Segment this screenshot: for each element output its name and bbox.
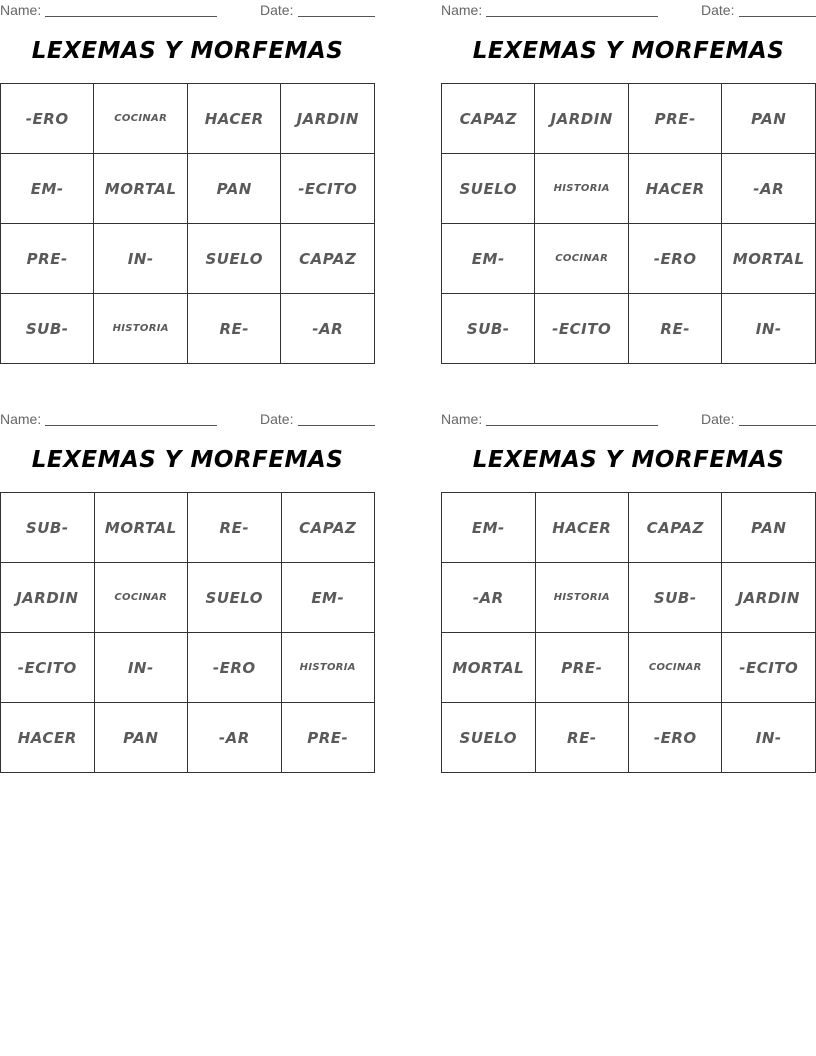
grid-cell: COCINAR <box>94 563 188 633</box>
bingo-card-3 <box>0 409 375 774</box>
grid-cell: SUELO <box>188 563 281 633</box>
grid-cell: PAN <box>187 154 281 224</box>
grid-cell: -ECITO <box>722 633 816 703</box>
grid-row <box>1 154 375 224</box>
date-label: Date: <box>260 2 294 18</box>
grid-cell: HACER <box>187 84 281 154</box>
grid-row <box>442 154 816 224</box>
grid-cell: COCINAR <box>629 633 722 703</box>
grid-cell: MORTAL <box>722 224 816 294</box>
grid-cell: PRE- <box>281 703 374 773</box>
grid-cell: -AR <box>188 703 281 773</box>
bingo-card-4 <box>441 409 816 774</box>
grid-cell: EM- <box>281 563 374 633</box>
grid-cell: IN- <box>94 224 188 294</box>
grid-cell: CAPAZ <box>442 84 535 154</box>
grid-cell: CAPAZ <box>281 493 374 563</box>
card-title: LEXEMAS Y MORFEMAS <box>472 38 785 64</box>
grid-cell: PRE- <box>1 224 94 294</box>
card-title: LEXEMAS Y MORFEMAS <box>31 38 344 64</box>
grid-cell: SUB- <box>1 294 94 364</box>
grid-cell: CAPAZ <box>629 493 722 563</box>
grid-cell: PAN <box>722 493 816 563</box>
grid-cell: MORTAL <box>442 633 536 703</box>
grid-cell: EM- <box>1 154 94 224</box>
grid-cell: RE- <box>187 294 281 364</box>
grid-cell: PAN <box>722 84 816 154</box>
grid-row <box>1 563 375 633</box>
grid-cell: SUB- <box>442 294 535 364</box>
grid-cell: -ECITO <box>1 633 95 703</box>
grid-cell: -ERO <box>629 703 722 773</box>
bingo-card-2 <box>441 0 816 365</box>
name-label: Name: <box>0 411 42 427</box>
grid-cell: PAN <box>94 703 188 773</box>
grid-cell: -ECITO <box>535 294 628 364</box>
grid-cell: RE- <box>535 703 628 773</box>
date-line <box>298 16 375 17</box>
card-header <box>441 0 816 20</box>
card-header <box>0 0 375 20</box>
grid-cell: JARDIN <box>1 563 95 633</box>
date-line <box>739 16 816 17</box>
grid-cell: IN- <box>722 294 816 364</box>
grid-row <box>1 294 375 364</box>
grid-cell: SUB- <box>629 563 722 633</box>
name-label: Name: <box>441 411 483 427</box>
name-label: Name: <box>441 2 483 18</box>
bingo-grid <box>0 492 375 773</box>
name-label: Name: <box>0 2 42 18</box>
card-header <box>441 409 816 429</box>
grid-cell: MORTAL <box>94 154 188 224</box>
date-label: Date: <box>701 2 735 18</box>
grid-row <box>1 84 375 154</box>
name-line <box>486 425 658 426</box>
grid-cell: -ERO <box>1 84 94 154</box>
card-header <box>0 409 375 429</box>
grid-cell: RE- <box>188 493 281 563</box>
date-line <box>739 425 816 426</box>
bingo-grid <box>441 492 816 773</box>
grid-row <box>1 703 375 773</box>
grid-cell: CAPAZ <box>281 224 375 294</box>
grid-cell: MORTAL <box>94 493 188 563</box>
grid-cell: COCINAR <box>535 224 628 294</box>
date-label: Date: <box>701 411 735 427</box>
name-line <box>45 16 217 17</box>
grid-row <box>442 703 816 773</box>
grid-cell: PRE- <box>535 633 628 703</box>
grid-cell: COCINAR <box>94 84 188 154</box>
grid-cell: EM- <box>442 493 536 563</box>
grid-cell: SUB- <box>1 493 95 563</box>
grid-cell: -AR <box>442 563 536 633</box>
grid-cell: RE- <box>628 294 721 364</box>
grid-cell: SUELO <box>442 154 535 224</box>
grid-cell: IN- <box>94 633 188 703</box>
bingo-grid <box>0 83 375 364</box>
grid-cell: HACER <box>628 154 721 224</box>
grid-row <box>442 294 816 364</box>
grid-cell: HISTORIA <box>281 633 374 703</box>
grid-cell: HISTORIA <box>535 154 628 224</box>
grid-cell: PRE- <box>628 84 721 154</box>
grid-row <box>442 84 816 154</box>
grid-cell: JARDIN <box>281 84 375 154</box>
grid-row <box>442 224 816 294</box>
grid-cell: JARDIN <box>722 563 816 633</box>
grid-cell: SUELO <box>187 224 281 294</box>
grid-row <box>442 493 816 563</box>
card-title: LEXEMAS Y MORFEMAS <box>472 447 785 473</box>
grid-row <box>442 563 816 633</box>
name-line <box>486 16 658 17</box>
date-label: Date: <box>260 411 294 427</box>
grid-row <box>442 633 816 703</box>
grid-row <box>1 633 375 703</box>
bingo-card-1 <box>0 0 375 365</box>
grid-cell: EM- <box>442 224 535 294</box>
date-line <box>298 425 375 426</box>
grid-cell: -AR <box>722 154 816 224</box>
name-line <box>45 425 217 426</box>
card-title: LEXEMAS Y MORFEMAS <box>31 447 344 473</box>
bingo-grid <box>441 83 816 364</box>
grid-cell: IN- <box>722 703 816 773</box>
grid-cell: HISTORIA <box>94 294 188 364</box>
grid-cell: -AR <box>281 294 375 364</box>
grid-cell: JARDIN <box>535 84 628 154</box>
grid-cell: -ERO <box>188 633 281 703</box>
grid-row <box>1 224 375 294</box>
grid-cell: HACER <box>535 493 628 563</box>
grid-row <box>1 493 375 563</box>
grid-cell: -ERO <box>628 224 721 294</box>
grid-cell: SUELO <box>442 703 536 773</box>
grid-cell: HACER <box>1 703 95 773</box>
grid-cell: -ECITO <box>281 154 375 224</box>
grid-cell: HISTORIA <box>535 563 628 633</box>
